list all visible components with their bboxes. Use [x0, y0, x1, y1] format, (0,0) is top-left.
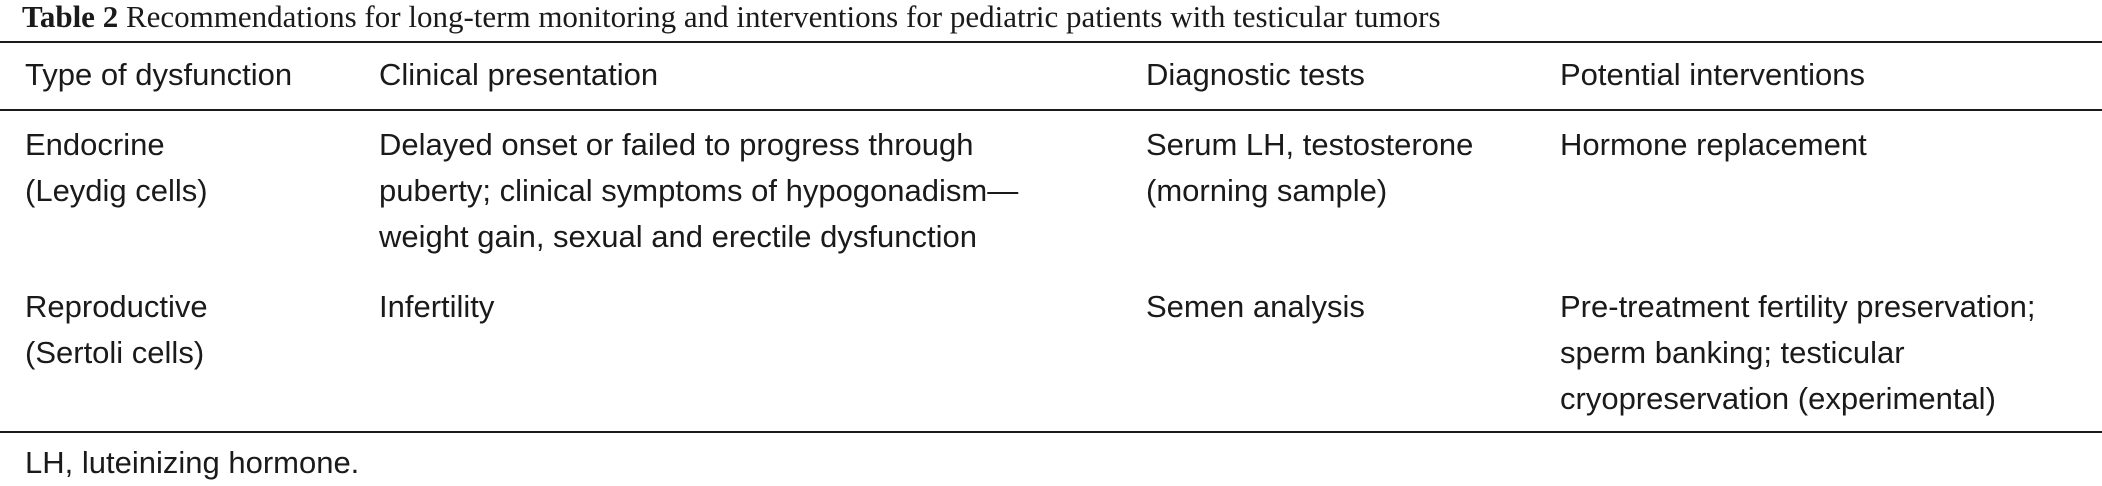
row-reproductive-presentation: [379, 284, 494, 330]
row-reproductive-tests: [1146, 284, 1365, 330]
row-reproductive-type: [25, 284, 208, 376]
header-bottom-rule: [0, 109, 2102, 111]
cell-line: Reproductive: [25, 289, 208, 324]
cell-line: puberty; clinical symptoms of hypogonadism—: [379, 173, 1019, 208]
cell-line: Infertility: [379, 289, 495, 324]
header-potential-interventions: Potential interventions: [1560, 57, 1866, 92]
table-caption-title: Recommendations for long-term monitoring and interventions for pediatric patients with testicular tumors: [125, 0, 1441, 34]
table-caption-label: Table 2: [22, 0, 119, 34]
cell-line: weight gain, sexual and erectile dysfunction: [379, 219, 977, 254]
cell-line: Delayed onset or failed to progress through: [379, 127, 974, 162]
header-diagnostic-tests: Diagnostic tests: [1146, 57, 1365, 92]
cell-line: (morning sample): [1146, 173, 1388, 208]
cell-line: sperm banking; testicular: [1560, 335, 1905, 370]
row-reproductive-interventions: [1560, 284, 2036, 422]
cell-line: (Sertoli cells): [25, 335, 205, 370]
cell-line: Pre-treatment fertility preservation;: [1560, 289, 2036, 324]
cell-line: Hormone replacement: [1560, 127, 1867, 162]
cell-line: Endocrine: [25, 127, 165, 162]
table-top-rule: [0, 41, 2102, 43]
cell-line: cryopreservation (experimental): [1560, 381, 1996, 416]
header-clinical-presentation: Clinical presentation: [379, 57, 659, 92]
table-caption: [22, 0, 1441, 34]
cell-line: Semen analysis: [1146, 289, 1365, 324]
cell-line: (Leydig cells): [25, 173, 208, 208]
header-type-of-dysfunction: Type of dysfunction: [25, 57, 293, 92]
table-footnote: LH, luteinizing hormone.: [25, 445, 360, 480]
row-endocrine-presentation: [379, 122, 1018, 260]
row-endocrine-interventions: [1560, 122, 1867, 168]
row-endocrine-type: [25, 122, 208, 214]
cell-line: Serum LH, testosterone: [1146, 127, 1474, 162]
table-bottom-rule: [0, 431, 2102, 433]
row-endocrine-tests: [1146, 122, 1473, 214]
